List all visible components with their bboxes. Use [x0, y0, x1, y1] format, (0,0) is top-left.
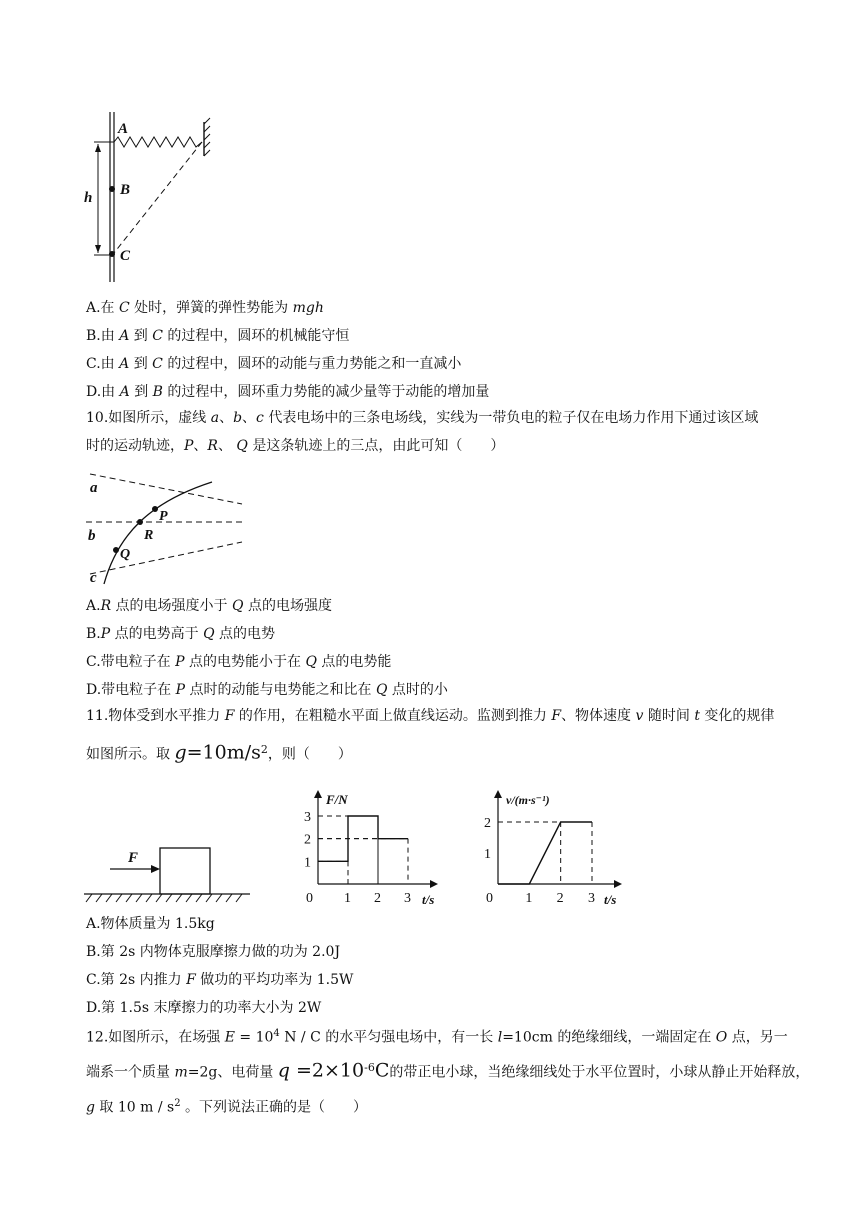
x-tick-label: 2: [374, 891, 381, 906]
q11-option-b: B.第 2s 内物体克服摩擦力做的功为 2.0J: [86, 944, 341, 960]
q9-option-c: C.由 A 到 C 的过程中，圆环的动能与重力势能之和一直减小: [86, 356, 462, 372]
q10-option-d: D.带电粒子在 P 点时的动能与电势能之和比在 Q 点时的小: [86, 682, 448, 698]
x-tick-label: 1: [525, 891, 533, 906]
label-h: h: [84, 190, 93, 206]
q10-option-b: B.P 点的电势高于 Q 点的电势: [86, 626, 276, 642]
figure-q10: [80, 468, 250, 588]
x-tick-label: 0: [486, 891, 493, 906]
q11-option-a: A.物体质量为 1.5kg: [86, 916, 215, 932]
line-label-c: c: [90, 570, 97, 586]
q10-stem-line1: 10.如图所示，虚线 a、b、c 代表电场中的三条电场线，实线为一带负电的粒子仅在电场力作用下通过该区域: [86, 410, 759, 426]
x-tick-label: 3: [404, 891, 411, 906]
x-axis-label: t/s: [422, 892, 435, 907]
q9-option-b: B.由 A 到 C 的过程中，圆环的机械能守恒: [86, 328, 350, 344]
force-label: F: [128, 850, 139, 866]
x-tick-label: 1: [344, 891, 351, 906]
x-tick-label: 3: [588, 891, 595, 906]
line-label-a: a: [90, 480, 98, 496]
series-line: [498, 822, 592, 884]
label-A: A: [118, 121, 129, 137]
label-C: C: [120, 248, 131, 264]
q12-stem-line1: 12.如图所示，在场强 $E = 10^4$ N / C 的水平匀强电场中，有一长 l=10cm 的绝缘细线，一端固定在 O 点，另一: [86, 1028, 788, 1046]
point-label-q: Q: [120, 547, 131, 562]
y-tick-label: 2: [304, 832, 311, 848]
q11-option-d: D.第 1.5s 末摩擦力的功率大小为 2W: [86, 1000, 322, 1016]
point-label-p: P: [159, 509, 168, 524]
y-tick-label: 3: [304, 810, 311, 825]
y-axis-label: F/N: [326, 792, 348, 807]
y-tick-label: 1: [304, 855, 311, 871]
label-B: B: [120, 182, 131, 198]
y-tick-label: 1: [484, 847, 491, 862]
q11-option-c: C.第 2s 内推力 F 做功的平均功率为 1.5W: [86, 972, 354, 988]
q10-option-c: C.带电粒子在 P 点的电势能小于在 Q 点的电势能: [86, 654, 392, 670]
q12-stem-line3: g 取 10 m / $s^2$ 。下列说法正确的是（ ）: [86, 1098, 368, 1116]
chart-velocity-time: [480, 786, 650, 916]
y-tick-label: 2: [484, 816, 491, 831]
q9-option-a: A.在 C 处时，弹簧的弹性势能为 mgh: [86, 300, 324, 316]
chart-force-time: [296, 786, 456, 916]
y-axis-label: v/(m·s⁻¹): [506, 793, 550, 807]
q10-stem-line2: 时的运动轨迹，P、R、 Q 是这条轨迹上的三点，由此可知（ ）: [86, 438, 505, 454]
x-axis-label: t/s: [604, 892, 617, 907]
x-tick-label: 2: [556, 891, 564, 906]
figure-q9: [80, 112, 220, 282]
q11-stem-line1: 11.物体受到水平推力 F 的作用，在粗糙水平面上做直线运动。监测到推力 F、物体速度 v 随时间 t 变化的规律: [86, 708, 775, 724]
figure-q11-block: [80, 836, 260, 916]
point-label-r: R: [144, 528, 154, 543]
q12-stem-line2: 端系一个质量 m=2g、电荷量 $q =2\times 10^{-6}C$的带正电小球，当绝缘细线处于水平位置时，小球从静止开始释放，: [86, 1059, 810, 1082]
q10-option-a: A.R 点的电场强度小于 Q 点的电场强度: [86, 598, 332, 614]
q11-stem-line2: 如图所示。取 $g=10m/s^2$，则（ ）: [86, 741, 352, 764]
x-tick-label: 0: [306, 891, 313, 906]
line-label-b: b: [88, 528, 96, 544]
q9-option-d: D.由 A 到 B 的过程中，圆环重力势能的减少量等于动能的增加量: [86, 384, 490, 400]
